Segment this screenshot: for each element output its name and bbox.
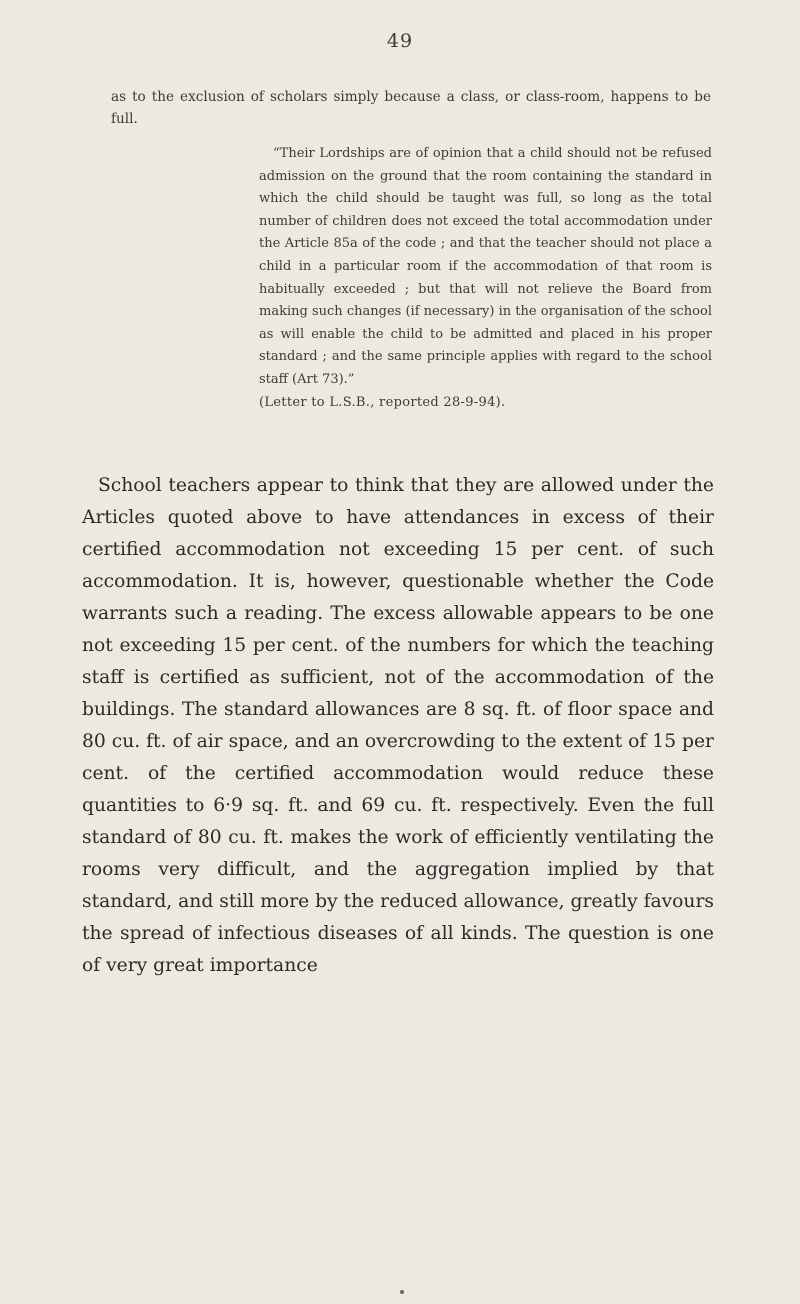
block-quote	[259, 143, 712, 414]
quote-text: “Their Lordships are of opinion that a child should not be refused admission on the ground that the room containing the standard in which the child should be taught was full, so long as the total number of children does not exceed the total accommodation under the Article 85a of the code ; and that the teacher should not place a child in a particular room if the accommodation of that room is habitually exceeded ; but that will not relieve the Board from making such changes (if necessary) in the organisation of the school as will enable the child to be admitted and placed in his proper standard ; and the same principle applies with regard to the school staff (Art 73).”	[259, 146, 712, 387]
intro-paragraph	[111, 86, 711, 130]
page-number: 49	[386, 30, 414, 52]
intro-text: as to the exclusion of scholars simply because a class, or class-room, happens to be full.	[111, 89, 711, 127]
body-text: School teachers appear to think that they are allowed under the Articles quoted above to have attendances in excess of their certified accommodation not exceeding 15 per cent. of such accommodation. It is, however, questionable whether the Code warrants such a reading. The excess allowable appears to be one not exceeding 15 per cent. of the numbers for which the teaching staff is certified as sufficient, not of the accommodation of the buildings. The standard allowances are 8 sq. ft. of floor space and 80 cu. ft. of air space, and an overcrowding to the extent of 15 per cent. of the certified accommodation would reduce these quantities to 6·9 sq. ft. and 69 cu. ft. respectively. Even the full standard of 80 cu. ft. makes the work of efficiently ventilating the rooms very difficult, and the aggregation implied by that standard, and still more by the reduced allowance, greatly favours the spread of infectious diseases of all kinds. The question is one of very great importance	[82, 475, 714, 976]
printer-mark	[400, 1290, 404, 1294]
body-paragraph	[82, 470, 714, 982]
quote-citation: (Letter to L.S.B., reported 28-9-94).	[259, 394, 506, 410]
